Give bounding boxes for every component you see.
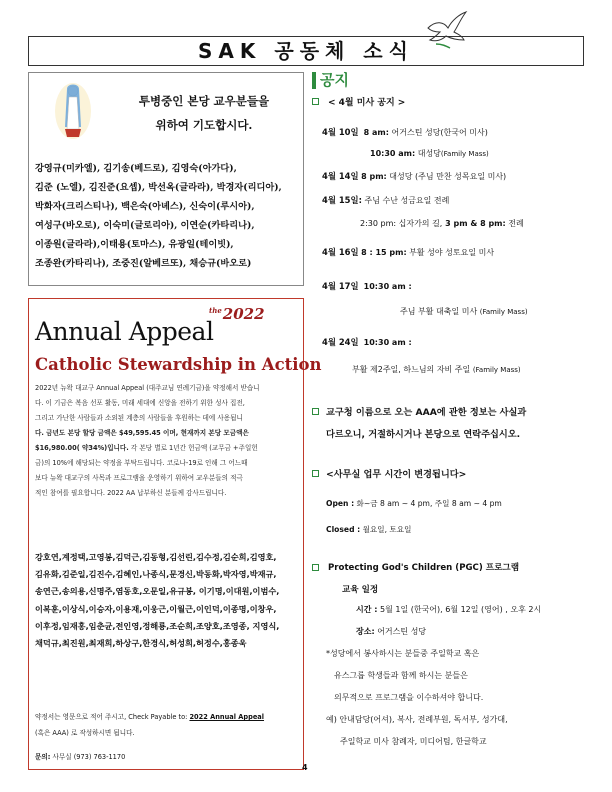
mass-text: 주님 수난 성금요일 전례 (361, 196, 450, 205)
open-value: 화~금 8 am ~ 4 pm, 주일 8 am ~ 4 pm (354, 499, 502, 508)
list-item: 김유화,김준일,김진수,김혜인,나종식,문경신,박동화,박자영,박재규, (35, 569, 277, 580)
appeal-the: the (209, 306, 222, 315)
pgc-time-label: 시간 : (356, 605, 378, 614)
mass-text: 부활 제2주일, 하느님의 자비 주일 (352, 365, 473, 374)
mass-date: 4월 24일 (322, 337, 359, 347)
contact-line (35, 749, 301, 765)
mass-item (400, 306, 528, 317)
prayer-names-list (35, 159, 303, 273)
open-label: Open : (326, 499, 355, 508)
mass-item (322, 336, 412, 348)
bullet-icon (312, 470, 319, 477)
body-line: 2022년 뉴왁 대교구 Annual Appeal (대주교님 연례기금)을 약정해서 받습니 (35, 384, 260, 392)
mass-time: 8 am: (363, 128, 389, 137)
pgc-note-line: 유스그룹 학생들과 함께 하시는 분들은 (334, 671, 468, 680)
mass-time: 10:30 am: (370, 149, 416, 158)
mass-item (322, 280, 412, 292)
list-item: 송연근,송의용,신명주,염동호,오문일,유규봉, 이기명,이대원,이범수, (35, 586, 280, 597)
bullet-icon (312, 564, 319, 571)
payable-note: (혹은 AAA) 로 작성하시면 됩니다. (35, 729, 135, 737)
mass-note: (Family Mass) (479, 308, 528, 316)
appeal-body (35, 381, 301, 501)
body-line: 금)의 10%에 해당되는 약정을 부탁드립니다. 코로나-19로 인해 그 어느때 (35, 459, 248, 467)
mass-text: 전례 (505, 219, 524, 228)
body-line: 다. 이 기금은 복음 선포 활동, 미래 세대에 신앙을 전하기 위한 성사 집전, (35, 399, 245, 407)
mass-time: 3 pm & 8 pm: (442, 219, 506, 228)
mass-time: 10:30 am : (363, 282, 412, 291)
april-mass-title: < 4월 미사 공지 > (328, 98, 406, 108)
pgc-note-line: 주일학교 미사 참례자, 미디어팀, 한글학교 (340, 737, 487, 746)
appeal-year-number: 2022 (222, 305, 265, 323)
pgc-note-line: *성당에서 봉사하시는 분들중 주일학교 혹은 (326, 649, 480, 658)
list-item: 박화자(크리스티나), 백은숙(아녜스), 신숙이(루시아), (35, 201, 255, 212)
prayer-heading (109, 89, 299, 137)
payable-text: 약정서는 영문으로 적어 주시고, Check Payable to: (35, 713, 190, 721)
mass-note: (Family Mass) (440, 150, 489, 158)
appeal-footer (35, 709, 301, 765)
mass-date: 4월 10일 (322, 127, 359, 137)
pgc-time-value: 5월 1일 (한국어), 6월 12일 (영어) , 오후 2시 (377, 605, 542, 614)
header-banner (28, 36, 584, 66)
pgc-place-value: 어거스틴 성당 (374, 627, 427, 636)
page-number: 4 (302, 763, 308, 772)
mass-time: 8 : 15 pm: (361, 248, 407, 257)
page-title: SAK 공동체 소식 (198, 39, 414, 63)
mass-item (322, 170, 506, 182)
list-item: 여성구(바오로), 이숙미(글로리아), 이연순(카타리나), (35, 220, 255, 231)
pgc-title: Protecting God's Children (PGC) 프로그램 (328, 563, 519, 573)
list-item: 이후정,임재홍,임춘균,전인영,정해룡,조순희,조양호,조영종, 지영식, (35, 620, 280, 631)
prayer-heading-line1: 투병중인 본당 교우분들을 (138, 94, 270, 108)
aaa-notice-line1: 교구청 이름으로 오는 AAA에 관한 정보는 사실과 (326, 407, 527, 418)
pgc-place-label: 장소: (356, 627, 375, 636)
mass-text: 부활 성야 성토요일 미사 (406, 248, 495, 257)
body-line: 보다 뉴왁 대교구의 사목과 프로그램을 운영하기 위하여 교우분들의 적극 (35, 474, 243, 482)
virgin-mary-icon (53, 81, 93, 143)
mass-note: (Family Mass) (472, 366, 521, 374)
mass-date: 4월 16일 (322, 247, 359, 257)
pgc-note-line: 의무적으로 프로그램을 이수하셔야 합니다. (334, 693, 484, 702)
mass-item (322, 246, 494, 258)
list-item: 강영규(미카엘), 김기송(베드로), 김영숙(아가다), (35, 163, 237, 174)
body-line: 그리고 가난한 사람들과 소외된 계층의 사람들을 후원하는 데에 사용됩니 (35, 414, 243, 422)
appeal-subtitle: Catholic Stewardship in Action (35, 355, 322, 374)
list-item: 김준 (노엘), 김진준(요셉), 박선옥(글라라), 박경자(리디아), (35, 182, 282, 193)
office-open (326, 498, 502, 509)
mass-date: 4월 15일: (322, 195, 362, 205)
pgc-time (356, 604, 541, 615)
mass-text: 주님 부활 대축일 미사 (400, 307, 480, 316)
mass-text: 2:30 pm: 십자가의 길, (360, 219, 443, 228)
body-line: 적인 참여를 필요합니다. 2022 AA 납부하신 분들께 감사드립니다. (35, 489, 227, 497)
mass-item (360, 218, 524, 229)
bullet-icon (312, 98, 319, 105)
body-text: 각 본당 별로 1년간 헌금액 (교무금 +주일헌 (128, 444, 258, 452)
mass-item (322, 194, 449, 206)
mass-time: 10:30 am : (363, 338, 412, 347)
mass-date: 4월 14일 (322, 171, 359, 181)
payable-name: 2022 Annual Appeal (189, 713, 265, 721)
appeal-title: Annual Appeal (35, 317, 214, 346)
mass-text: 대성당 (415, 149, 441, 158)
closed-label: Closed : (326, 525, 361, 534)
check-payable-line (35, 709, 301, 725)
mass-text: 대성당 (주님 만찬 성목요일 미사) (386, 172, 507, 181)
pgc-place (356, 626, 426, 637)
mass-item (352, 364, 521, 375)
contact-label: 문의: (35, 753, 51, 761)
pgc-note-line: 예) 안내담당(어셔), 복사, 전례부원, 독서부, 성가대, (326, 715, 508, 724)
office-hours-title: <사무실 업무 시간이 변경됩니다> (326, 469, 467, 480)
body-line-mixed (35, 441, 301, 456)
mass-time: 8 pm: (361, 172, 387, 181)
list-item: 채덕규,최진원,최재희,하상구,한경식,허성희,허정수,홍종욱 (35, 638, 247, 649)
prayer-heading-line2: 위하여 기도합시다. (155, 118, 253, 132)
appeal-year (209, 305, 265, 323)
notice-heading: 공지 (312, 72, 349, 89)
office-closed (326, 524, 411, 535)
donor-list (35, 549, 301, 652)
pgc-subtitle: 교육 일정 (342, 585, 379, 595)
body-amount: $16,980.00( 약34%)입니다. (35, 444, 129, 452)
body-line-bold: 다. 금년도 본당 할당 금액은 $49,595.45 이며, 현재까지 본당 모금액은 (35, 429, 249, 437)
list-item: 조종완(카타리나), 조중진(알베르또), 채승규(바오로) (35, 258, 252, 269)
list-item: 이복훈,이상식,이승자,이용재,이웅근,이월근,이인덕,이종명,이창우, (35, 603, 277, 614)
annual-appeal-section (28, 298, 322, 770)
mass-item (370, 148, 489, 159)
mass-date: 4월 17일 (322, 281, 359, 291)
mass-item (322, 126, 488, 138)
closed-value: 월요일, 토요일 (360, 525, 412, 534)
bullet-icon (312, 408, 319, 415)
contact-value: 사무실 (973) 763-1170 (50, 753, 126, 761)
list-item: 강호연,계정택,고영봉,김덕근,김동형,김선린,김수정,김순희,김영호, (35, 552, 277, 562)
prayer-section (28, 72, 304, 286)
list-item: 이종원(글라라),이태용(토마스), 유광일(테이빗), (35, 239, 234, 250)
mass-text: 어거스틴 성당(한국어 미사) (388, 128, 488, 137)
aaa-notice-line2: 다르오니, 거절하시거나 본당으로 연락주십시오. (326, 429, 521, 440)
